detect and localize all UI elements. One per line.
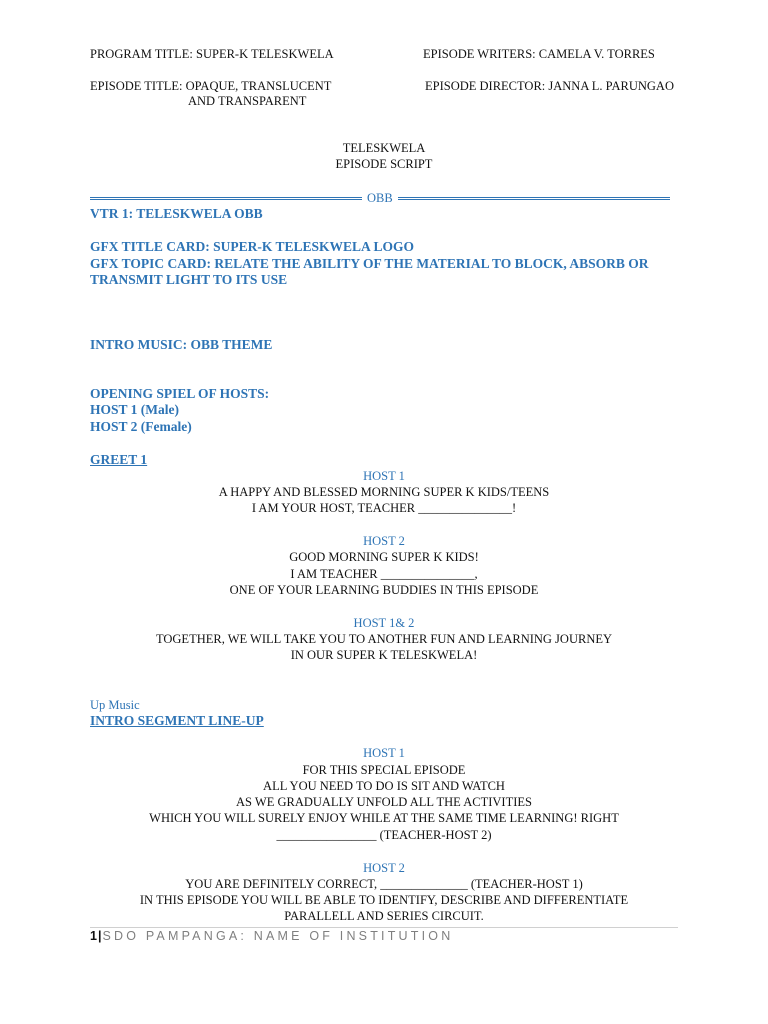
speaker-label: HOST 2 <box>363 534 405 548</box>
episode-title-line2: AND TRANSPARENT <box>188 94 307 108</box>
dialogue-line: AS WE GRADUALLY UNFOLD ALL THE ACTIVITIES <box>236 795 532 809</box>
footer-institution: SDO PAMPANGA: NAME OF INSTITUTION <box>102 929 454 943</box>
cue-intro-music: INTRO MUSIC: OBB THEME <box>90 337 273 352</box>
episode-writers: EPISODE WRITERS: CAMELA V. TORRES <box>423 47 655 61</box>
cue-gfx-topic-card-line1: GFX TOPIC CARD: RELATE THE ABILITY OF THE MATERIAL TO BLOCK, ABSORB OR <box>90 256 649 271</box>
cue-vtr1: VTR 1: TELESKWELA OBB <box>90 206 263 221</box>
speaker-label: HOST 1& 2 <box>353 616 415 630</box>
section-divider-right <box>398 197 670 200</box>
dialogue-line: ONE OF YOUR LEARNING BUDDIES IN THIS EPISODE <box>229 583 539 597</box>
doc-title-line1: TELESKWELA <box>342 141 426 155</box>
dialogue-line: FOR THIS SPECIAL EPISODE <box>302 763 466 777</box>
dialogue-line: YOU ARE DEFINITELY CORRECT, ______________ (TEACHER-HOST 1) <box>185 877 583 891</box>
speaker-label: HOST 2 <box>363 861 405 875</box>
cue-gfx-topic-card-line2: TRANSMIT LIGHT TO ITS USE <box>90 272 288 287</box>
cue-opening-spiel: OPENING SPIEL OF HOSTS: <box>90 386 270 401</box>
cue-host1: HOST 1 (Male) <box>90 402 179 417</box>
section-divider-left <box>90 197 362 200</box>
dialogue-line: ________________ (TEACHER-HOST 2) <box>276 828 492 842</box>
dialogue-line: PARALLELL AND SERIES CIRCUIT. <box>284 909 484 923</box>
dialogue-line: IN OUR SUPER K TELESKWELA! <box>290 648 478 662</box>
program-title: PROGRAM TITLE: SUPER-K TELESKWELA <box>90 47 334 61</box>
dialogue-line: WHICH YOU WILL SURELY ENJOY WHILE AT THE SAME TIME LEARNING! RIGHT <box>149 811 619 825</box>
dialogue-line: GOOD MORNING SUPER K KIDS! <box>289 550 479 564</box>
dialogue-line: A HAPPY AND BLESSED MORNING SUPER K KIDS/TEENS <box>218 485 550 499</box>
episode-director: EPISODE DIRECTOR: JANNA L. PARUNGAO <box>425 79 674 93</box>
dialogue-line: ALL YOU NEED TO DO IS SIT AND WATCH <box>263 779 505 793</box>
footer-divider <box>90 927 678 928</box>
cue-gfx-title-card: GFX TITLE CARD: SUPER-K TELESKWELA LOGO <box>90 239 414 254</box>
cue-intro-segment-lineup: INTRO SEGMENT LINE-UP <box>90 713 264 728</box>
speaker-label: HOST 1 <box>363 746 405 760</box>
cue-up-music: Up Music <box>90 698 140 712</box>
cue-greet1: GREET 1 <box>90 452 148 467</box>
doc-title-line2: EPISODE SCRIPT <box>335 157 433 171</box>
footer-separator: | <box>97 929 103 943</box>
episode-title-line1: EPISODE TITLE: OPAQUE, TRANSLUCENT <box>90 79 332 93</box>
speaker-label: HOST 1 <box>363 469 405 483</box>
dialogue-line: IN THIS EPISODE YOU WILL BE ABLE TO IDENTIFY, DESCRIBE AND DIFFERENTIATE <box>139 893 629 907</box>
dialogue-line: TOGETHER, WE WILL TAKE YOU TO ANOTHER FUN AND LEARNING JOURNEY <box>155 632 613 646</box>
dialogue-line: I AM TEACHER _______________, <box>290 567 478 581</box>
dialogue-line: I AM YOUR HOST, TEACHER _______________! <box>251 501 517 515</box>
page-footer <box>90 929 453 943</box>
page-number: 1 <box>90 929 98 943</box>
cue-host2: HOST 2 (Female) <box>90 419 192 434</box>
section-label: OBB <box>367 191 393 205</box>
